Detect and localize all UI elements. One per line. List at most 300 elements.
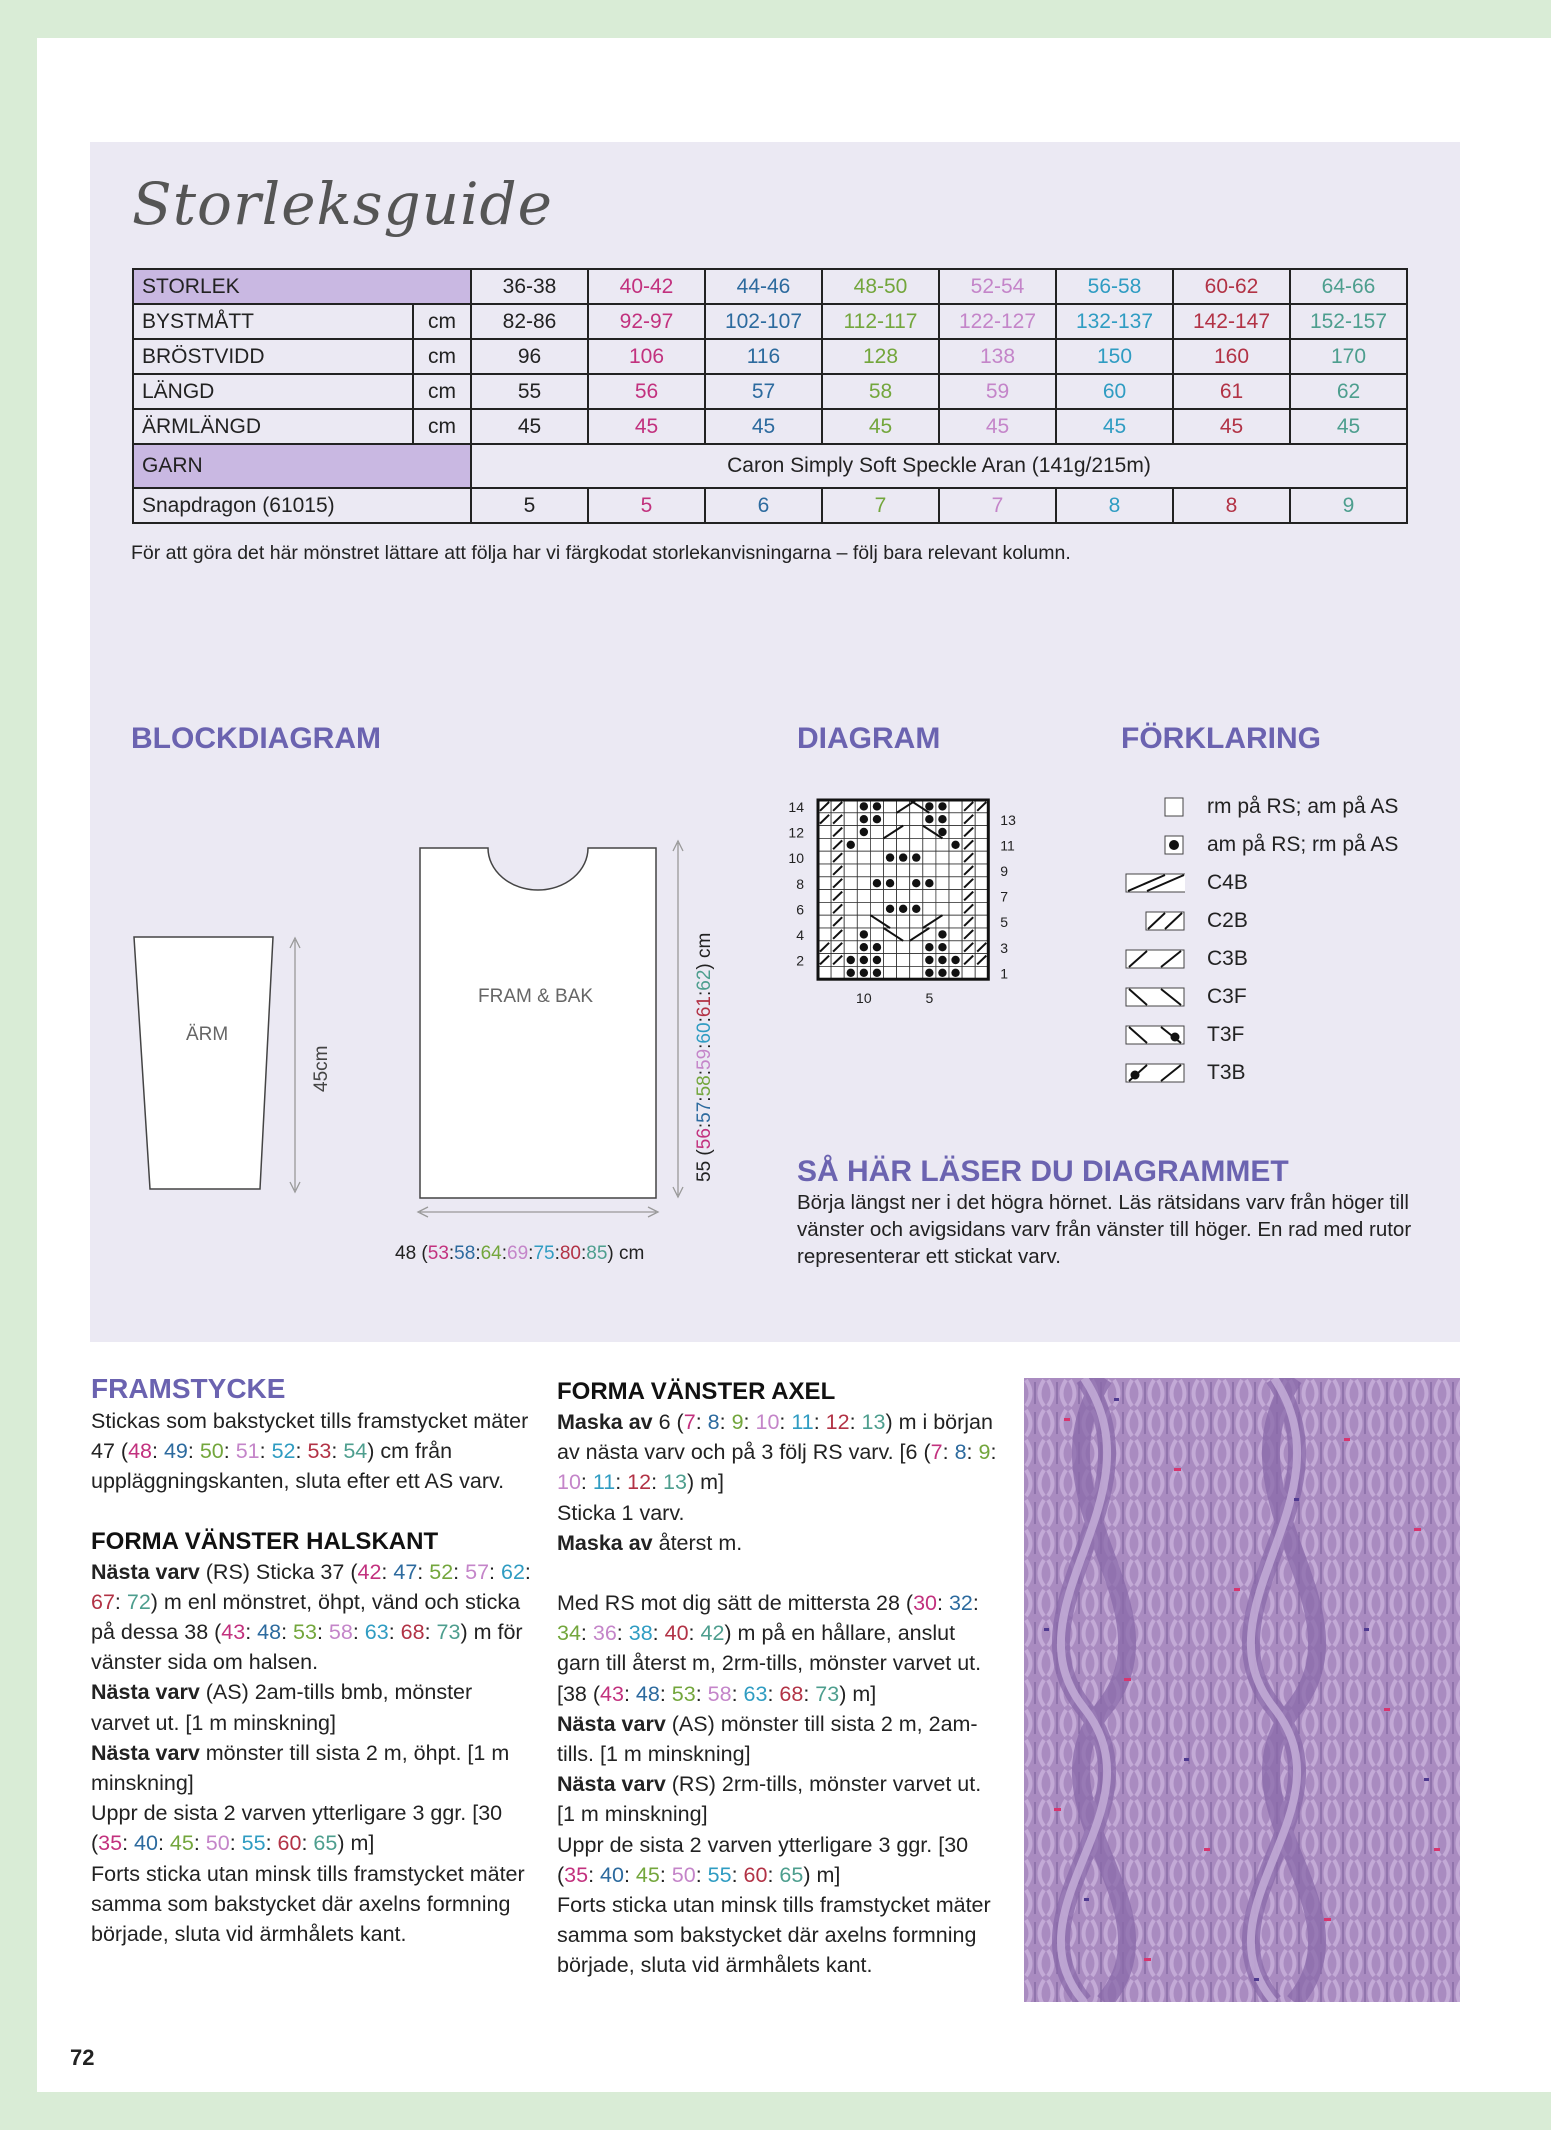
purl-dot bbox=[847, 841, 855, 849]
chart-cell bbox=[818, 826, 831, 839]
knitted-swatch-photo bbox=[1024, 1378, 1460, 2002]
chart-cell bbox=[818, 915, 831, 928]
yarn-amount-row bbox=[133, 488, 1407, 523]
chart-cell bbox=[884, 864, 897, 877]
chart-cell bbox=[975, 877, 988, 890]
chart-cell bbox=[818, 890, 831, 903]
purl-dot bbox=[873, 956, 881, 964]
purl-dot bbox=[886, 853, 894, 861]
chart-cell bbox=[857, 877, 870, 890]
measure-value: 45 bbox=[705, 409, 822, 444]
row-number: 7 bbox=[1000, 888, 1009, 905]
size-table bbox=[132, 268, 1408, 524]
chart-cell bbox=[870, 864, 883, 877]
measure-value: 142-147 bbox=[1173, 304, 1290, 339]
c3f-cable-icon bbox=[1125, 986, 1185, 1008]
measure-value: 82-86 bbox=[471, 304, 588, 339]
purl-dot bbox=[938, 943, 946, 951]
row-number: 6 bbox=[796, 901, 804, 918]
size-header-cell: 60-62 bbox=[1173, 269, 1290, 304]
chart-cell bbox=[923, 838, 936, 851]
purl-dot bbox=[925, 943, 933, 951]
row-number: 12 bbox=[788, 824, 804, 841]
size-label: STORLEK bbox=[133, 269, 471, 304]
purl-dot bbox=[860, 930, 868, 938]
chart-cell bbox=[962, 966, 975, 979]
legend-label: T3F bbox=[1207, 1023, 1245, 1046]
instruction-step: Maska av återst m. bbox=[557, 1530, 743, 1555]
measure-value: 138 bbox=[939, 339, 1056, 374]
row-number: 4 bbox=[796, 927, 804, 943]
size-value: 62 bbox=[694, 969, 715, 991]
chart-cell bbox=[910, 915, 923, 928]
size-value: 64 bbox=[480, 1243, 502, 1264]
instruction-step: Maska av 6 (7: 8: 9: 10: 11: 12: 13) m i början av nästa varv och på 3 följ RS varv. [6 (7: 8: 9: 10: 11: 12: 13) m] bbox=[557, 1410, 997, 1495]
chart-cell bbox=[857, 890, 870, 903]
size-header-cell: 40-42 bbox=[588, 269, 705, 304]
chart-cell bbox=[884, 966, 897, 979]
chart-cell bbox=[949, 915, 962, 928]
purl-dot bbox=[886, 905, 894, 913]
size-header-cell: 56-58 bbox=[1056, 269, 1173, 304]
size-value: 58 bbox=[694, 1075, 715, 1097]
size-value: 59 bbox=[694, 1048, 715, 1070]
size-header-cell: 36-38 bbox=[471, 269, 588, 304]
measure-value: 132-137 bbox=[1056, 304, 1173, 339]
legend-label: C3F bbox=[1207, 985, 1247, 1008]
size-value: : bbox=[694, 1122, 715, 1129]
chart-cell bbox=[910, 966, 923, 979]
chart-cell bbox=[910, 826, 923, 839]
legend-heading: FÖRKLARING bbox=[1121, 722, 1321, 755]
measure-row bbox=[133, 409, 1407, 444]
size-value: 69 bbox=[507, 1243, 529, 1264]
body-length-label bbox=[694, 933, 716, 1182]
chart-cell bbox=[844, 890, 857, 903]
purl-dot bbox=[912, 853, 920, 861]
dot-square-icon bbox=[1125, 834, 1185, 856]
purl-dot bbox=[951, 841, 959, 849]
yarn-row bbox=[133, 444, 1407, 488]
chart-cell bbox=[884, 813, 897, 826]
size-value: 55 ( bbox=[694, 1149, 715, 1182]
measure-value: 45 bbox=[588, 409, 705, 444]
purl-dot bbox=[938, 969, 946, 977]
chart-cell bbox=[844, 877, 857, 890]
instruction-step: Nästa varv mönster till sista 2 m, öhpt. [1 m minskning] bbox=[91, 1740, 510, 1796]
chart-cell bbox=[818, 851, 831, 864]
chart-cell bbox=[857, 838, 870, 851]
measure-value: 45 bbox=[471, 409, 588, 444]
size-value: 61 bbox=[694, 996, 715, 1018]
chart-cell bbox=[870, 928, 883, 941]
chart-cell bbox=[923, 851, 936, 864]
chart-cell bbox=[884, 890, 897, 903]
framstycke-intro: Stickas som bakstycket tills framstycket mäter 47 (48: 49: 50: 51: 52: 53: 54) cm från uppläggningskanten, sluta efter ett AS varv. bbox=[91, 1409, 529, 1494]
chart-cell bbox=[884, 800, 897, 813]
measure-label: ÄRMLÄNGD bbox=[133, 409, 413, 444]
row-number: 14 bbox=[788, 799, 804, 815]
chart-cell bbox=[844, 826, 857, 839]
size-row bbox=[133, 269, 1407, 304]
purl-dot bbox=[847, 956, 855, 964]
instruction-step: Uppr de sista 2 varven ytterligare 3 ggr. [30 (35: 40: 45: 50: 55: 60: 65) m] bbox=[91, 1801, 503, 1856]
chart-cell bbox=[884, 838, 897, 851]
chart-cell bbox=[857, 902, 870, 915]
purl-dot bbox=[873, 879, 881, 887]
size-value: 85 bbox=[586, 1243, 608, 1264]
measure-label: BYSTMÅTT bbox=[133, 304, 413, 339]
purl-dot bbox=[860, 969, 868, 977]
chart-cell bbox=[975, 851, 988, 864]
sleeve-label: ÄRM bbox=[186, 1024, 229, 1045]
instruction-step: Nästa varv (AS) mönster till sista 2 m, 2am-tills. [1 m minskning] bbox=[557, 1711, 978, 1767]
purl-dot bbox=[860, 943, 868, 951]
yarn-amount-value: 5 bbox=[471, 488, 588, 523]
measure-label: LÄNGD bbox=[133, 374, 413, 409]
purl-dot bbox=[873, 943, 881, 951]
chart-cell bbox=[897, 941, 910, 954]
chart-cell bbox=[949, 813, 962, 826]
legend-label: am på RS; rm på AS bbox=[1207, 833, 1399, 856]
chart-cell bbox=[857, 851, 870, 864]
chart-cell bbox=[897, 966, 910, 979]
legend-label: T3B bbox=[1207, 1061, 1246, 1084]
measure-value: 45 bbox=[939, 409, 1056, 444]
chart-cell bbox=[975, 890, 988, 903]
measure-value: 55 bbox=[471, 374, 588, 409]
chart-cell bbox=[857, 864, 870, 877]
chart-cell bbox=[949, 877, 962, 890]
row-number: 9 bbox=[1000, 863, 1009, 879]
unit-cell: cm bbox=[413, 409, 471, 444]
purl-dot bbox=[886, 879, 894, 887]
measure-value: 96 bbox=[471, 339, 588, 374]
size-value: 58 bbox=[454, 1243, 476, 1264]
size-value: 57 bbox=[694, 1101, 715, 1123]
chart-cell bbox=[818, 928, 831, 941]
yarn-amount-value: 7 bbox=[822, 488, 939, 523]
chart-cell bbox=[897, 954, 910, 967]
yarn-amount-value: 8 bbox=[1056, 488, 1173, 523]
purl-dot bbox=[912, 905, 920, 913]
chart-cell bbox=[844, 864, 857, 877]
purl-dot bbox=[925, 879, 933, 887]
chart-cell bbox=[870, 838, 883, 851]
size-value: : bbox=[694, 1096, 715, 1102]
size-header-cell: 48-50 bbox=[822, 269, 939, 304]
legend-item bbox=[1125, 1061, 1246, 1085]
purl-dot bbox=[925, 802, 933, 810]
chart-cell bbox=[897, 864, 910, 877]
c2b-cable-icon bbox=[1125, 910, 1185, 932]
size-header-cell: 44-46 bbox=[705, 269, 822, 304]
chart-cell bbox=[910, 941, 923, 954]
c4b-cable-icon bbox=[1125, 872, 1185, 894]
chart-cell bbox=[897, 915, 910, 928]
chart-cell bbox=[975, 864, 988, 877]
size-value: 56 bbox=[694, 1128, 715, 1150]
chart-cell bbox=[936, 877, 949, 890]
purl-dot bbox=[925, 815, 933, 823]
purl-dot bbox=[925, 969, 933, 977]
chart-cell bbox=[936, 890, 949, 903]
left-neck-heading: FORMA VÄNSTER HALSKANT bbox=[91, 1527, 439, 1555]
yarn-amount-value: 7 bbox=[939, 488, 1056, 523]
chart-cell bbox=[910, 890, 923, 903]
purl-dot bbox=[925, 956, 933, 964]
chart-cell bbox=[910, 813, 923, 826]
instruction-step: Nästa varv (AS) 2am-tills bmb, mönster varvet ut. [1 m minskning] bbox=[91, 1680, 473, 1735]
chart-cell bbox=[910, 954, 923, 967]
purl-dot bbox=[899, 853, 907, 861]
size-value: : bbox=[694, 1043, 715, 1049]
size-value: : bbox=[694, 1069, 715, 1076]
purl-dot bbox=[938, 828, 946, 836]
stitch-number: 5 bbox=[925, 990, 934, 1007]
framstycke-heading: FRAMSTYCKE bbox=[91, 1373, 286, 1404]
yarn-label: GARN bbox=[133, 444, 471, 488]
diagram-heading: DIAGRAM bbox=[797, 722, 941, 755]
size-value: : bbox=[554, 1243, 560, 1264]
left-shoulder-column bbox=[557, 1377, 997, 1981]
measure-row bbox=[133, 374, 1407, 409]
legend-item bbox=[1125, 947, 1248, 971]
size-header-cell: 64-66 bbox=[1290, 269, 1407, 304]
chart-cell bbox=[936, 851, 949, 864]
legend-item bbox=[1125, 833, 1398, 857]
purl-dot bbox=[873, 815, 881, 823]
size-value: : bbox=[501, 1243, 508, 1264]
legend-item bbox=[1125, 871, 1248, 895]
size-value: : bbox=[528, 1243, 534, 1264]
legend-label: C4B bbox=[1207, 871, 1248, 894]
size-value: 53 bbox=[427, 1243, 449, 1264]
row-number: 2 bbox=[796, 952, 804, 969]
measure-value: 58 bbox=[822, 374, 939, 409]
row-number: 3 bbox=[1000, 939, 1009, 956]
purl-dot bbox=[951, 956, 959, 964]
framstycke-column bbox=[91, 1372, 531, 1949]
chart-cell bbox=[949, 890, 962, 903]
chart-cell bbox=[844, 915, 857, 928]
size-value: 60 bbox=[694, 1022, 715, 1044]
legend-item bbox=[1125, 1023, 1244, 1047]
measure-value: 150 bbox=[1056, 339, 1173, 374]
legend-label: C2B bbox=[1207, 909, 1248, 932]
page-number: 72 bbox=[70, 2045, 95, 2070]
purl-dot bbox=[938, 930, 946, 938]
purl-dot bbox=[860, 828, 868, 836]
empty-square-icon bbox=[1125, 796, 1185, 818]
measure-row bbox=[133, 339, 1407, 374]
measure-value: 45 bbox=[822, 409, 939, 444]
chart-cell bbox=[844, 902, 857, 915]
measure-value: 61 bbox=[1173, 374, 1290, 409]
measure-value: 102-107 bbox=[705, 304, 822, 339]
chart-cell bbox=[884, 941, 897, 954]
chart-cell bbox=[936, 864, 949, 877]
measure-value: 92-97 bbox=[588, 304, 705, 339]
purl-dot bbox=[873, 969, 881, 977]
howto-heading: SÅ HÄR LÄSER DU DIAGRAMMET bbox=[797, 1155, 1289, 1188]
purl-dot bbox=[873, 802, 881, 810]
measure-value: 152-157 bbox=[1290, 304, 1407, 339]
measure-value: 122-127 bbox=[939, 304, 1056, 339]
chart-cell bbox=[949, 928, 962, 941]
instruction-step: Med RS mot dig sätt de mittersta 28 (30: 32: 34: 36: 38: 40: 42) m på en hållare, anslut garn till återst m, 2rm-tills, mönster varvet ut. [38 (43: 48: 53: 58: 63: 68: 73) m] bbox=[557, 1591, 982, 1706]
yarn-amount-value: 6 bbox=[705, 488, 822, 523]
body-width-label bbox=[395, 1243, 644, 1265]
row-number: 13 bbox=[1000, 811, 1016, 828]
measure-value: 45 bbox=[1056, 409, 1173, 444]
chart-cell bbox=[949, 851, 962, 864]
legend-item bbox=[1125, 795, 1398, 819]
chart-cell bbox=[870, 902, 883, 915]
size-value: : bbox=[475, 1243, 481, 1264]
measure-label: BRÖSTVIDD bbox=[133, 339, 413, 374]
chart-cell bbox=[831, 966, 844, 979]
yarn-amount-value: 8 bbox=[1173, 488, 1290, 523]
chart-cell bbox=[975, 838, 988, 851]
instruction-step: Nästa varv (RS) Sticka 37 (42: 47: 52: 57: 62: 67: 72) m enl mönstret, öhpt, vänd och sticka på dessa 38 (43: 48: 53: 58: 63: 68: 73) m för vänster sida om halsen. bbox=[91, 1559, 531, 1675]
legend-item bbox=[1125, 909, 1248, 933]
howto-text: Börja längst ner i det högra hörnet. Läs rätsidans varv från höger till vänster och avigsidans varv från vänster till höger. En rad med rutor representerar ett stickat varv. bbox=[797, 1191, 1412, 1268]
measure-value: 62 bbox=[1290, 374, 1407, 409]
chart-cell bbox=[844, 800, 857, 813]
instruction-step: Uppr de sista 2 varven ytterligare 3 ggr. [30 (35: 40: 45: 50: 55: 60: 65) m] bbox=[557, 1832, 969, 1887]
purl-dot bbox=[938, 815, 946, 823]
size-value: 80 bbox=[559, 1243, 581, 1264]
yarn-amount-value: 9 bbox=[1290, 488, 1407, 523]
chart-cell bbox=[818, 966, 831, 979]
purl-dot bbox=[860, 815, 868, 823]
chart-cell bbox=[844, 851, 857, 864]
purl-dot bbox=[847, 969, 855, 977]
row-number: 5 bbox=[1000, 914, 1009, 931]
measure-value: 170 bbox=[1290, 339, 1407, 374]
measure-value: 45 bbox=[1290, 409, 1407, 444]
row-number: 8 bbox=[796, 875, 804, 892]
chart-cell bbox=[844, 928, 857, 941]
chart-cell bbox=[910, 838, 923, 851]
purl-dot bbox=[860, 956, 868, 964]
chart-cell bbox=[975, 928, 988, 941]
color-code-note: För att göra det här mönstret lättare att följa har vi färgkodat storlekanvisningarna – följ bara relevant kolumn. bbox=[131, 542, 1071, 564]
row-number: 11 bbox=[1000, 837, 1015, 854]
chart-cell bbox=[923, 902, 936, 915]
measure-value: 59 bbox=[939, 374, 1056, 409]
chart-cell bbox=[975, 915, 988, 928]
row-number: 10 bbox=[788, 850, 804, 867]
chart-cell bbox=[910, 864, 923, 877]
chart-cell bbox=[949, 864, 962, 877]
size-value: : bbox=[448, 1243, 455, 1264]
measure-value: 56 bbox=[588, 374, 705, 409]
measure-value: 60 bbox=[1056, 374, 1173, 409]
chart-cell bbox=[923, 890, 936, 903]
measure-row bbox=[133, 304, 1407, 339]
size-value: 75 bbox=[533, 1243, 555, 1264]
unit-cell: cm bbox=[413, 374, 471, 409]
chart-cell bbox=[870, 826, 883, 839]
measure-value: 57 bbox=[705, 374, 822, 409]
chart-cell bbox=[949, 941, 962, 954]
chart-cell bbox=[975, 813, 988, 826]
purl-dot bbox=[938, 956, 946, 964]
chart-cell bbox=[857, 915, 870, 928]
chart-cell bbox=[870, 851, 883, 864]
measure-value: 106 bbox=[588, 339, 705, 374]
size-value: : bbox=[694, 990, 715, 996]
chart-cell bbox=[936, 838, 949, 851]
chart-cell bbox=[975, 826, 988, 839]
chart-cell bbox=[949, 826, 962, 839]
chart-cell bbox=[844, 813, 857, 826]
instruction-step: Sticka 1 varv. bbox=[557, 1500, 685, 1525]
chart-cell bbox=[897, 838, 910, 851]
measure-value: 128 bbox=[822, 339, 939, 374]
yarn-color-label: Snapdragon (61015) bbox=[133, 488, 471, 523]
size-value: : bbox=[694, 1017, 715, 1023]
measure-value: 45 bbox=[1173, 409, 1290, 444]
c3b-cable-icon bbox=[1125, 948, 1185, 970]
chart-cell bbox=[897, 877, 910, 890]
purl-dot bbox=[912, 879, 920, 887]
stitch-number: 10 bbox=[856, 990, 872, 1007]
chart-cell bbox=[844, 941, 857, 954]
instruction-step: Nästa varv (RS) 2rm-tills, mönster varvet ut. [1 m minskning] bbox=[557, 1772, 982, 1827]
size-header-cell: 52-54 bbox=[939, 269, 1056, 304]
yarn-name: Caron Simply Soft Speckle Aran (141g/215m) bbox=[471, 444, 1407, 488]
chart-cell bbox=[897, 813, 910, 826]
chart-cell bbox=[818, 838, 831, 851]
row-number: 1 bbox=[1000, 965, 1009, 982]
instruction-step: Forts sticka utan minsk tills framstycket mäter samma som bakstycket där axelns formning började, sluta vid ärmhålets kant. bbox=[91, 1861, 525, 1947]
size-value: ) cm bbox=[607, 1243, 645, 1264]
body-label: FRAM & BAK bbox=[478, 986, 594, 1007]
t3b-cable-icon bbox=[1125, 1062, 1185, 1084]
t3f-cable-icon bbox=[1125, 1024, 1185, 1046]
chart-cell bbox=[975, 902, 988, 915]
chart-cell bbox=[949, 800, 962, 813]
chart-cell bbox=[870, 890, 883, 903]
measure-value: 160 bbox=[1173, 339, 1290, 374]
chart-cell bbox=[897, 890, 910, 903]
measure-value: 116 bbox=[705, 339, 822, 374]
size-value: : bbox=[581, 1243, 587, 1264]
sleeve-shape bbox=[134, 937, 273, 1189]
unit-cell: cm bbox=[413, 339, 471, 374]
sleeve-length-label: 45cm bbox=[311, 1045, 332, 1092]
yarn-amount-value: 5 bbox=[588, 488, 705, 523]
size-value: 48 ( bbox=[395, 1243, 428, 1264]
stitch-chart bbox=[780, 788, 1080, 1098]
purl-dot bbox=[899, 905, 907, 913]
chart-cell bbox=[818, 864, 831, 877]
paragraph-gap bbox=[557, 1558, 997, 1588]
body-shape bbox=[420, 848, 656, 1198]
chart-cell bbox=[818, 877, 831, 890]
chart-cell bbox=[884, 954, 897, 967]
purl-dot bbox=[938, 802, 946, 810]
purl-dot bbox=[860, 802, 868, 810]
legend-label: C3B bbox=[1207, 947, 1248, 970]
blockdiagram-heading: BLOCKDIAGRAM bbox=[131, 722, 381, 755]
purl-dot bbox=[951, 969, 959, 977]
chart-cell bbox=[923, 864, 936, 877]
size-value: ) cm bbox=[694, 932, 715, 970]
